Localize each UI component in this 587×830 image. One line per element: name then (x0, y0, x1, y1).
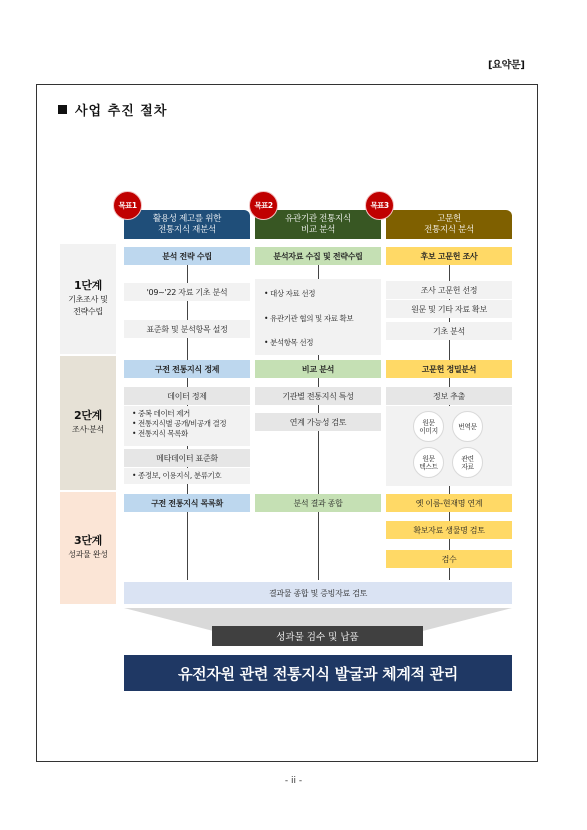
translation-circle (452, 411, 483, 442)
col2-stage1-head: 분석자료 수집 및 전략수립 (255, 247, 381, 265)
col1-metadata-standardization: 메타데이터 표준화 (124, 449, 250, 467)
related-material-circle (452, 447, 483, 478)
stage-1-label (60, 244, 116, 354)
source-image-circle (413, 411, 444, 442)
section-title (58, 100, 167, 119)
circle-line: 원문 (422, 454, 435, 463)
col2-item: 기관별 전통지식 특성 (255, 387, 381, 405)
list-item: • 종정보, 이용지식, 분류기호 (132, 471, 222, 480)
column-header-1 (124, 210, 250, 239)
stage-number: 1단계 (73, 279, 102, 292)
stage-description: 성과물 완성 (68, 550, 108, 559)
col3-item: 조사 고문헌 선정 (386, 281, 512, 299)
header-line: 유관기관 전통지식 (285, 213, 351, 224)
source-text-circle (413, 447, 444, 478)
final-goal-banner: 유전자원 관련 전통지식 발굴과 체계적 관리 (124, 655, 512, 691)
col3-circle-panel (386, 406, 512, 486)
header-line: 전통지식 재분석 (158, 224, 216, 235)
stage-2-label (60, 356, 116, 490)
section-title-text: 사업 추진 절차 (75, 104, 168, 119)
circle-line: 이미지 (419, 426, 438, 435)
circle-line: 원문 (422, 418, 435, 427)
col2-stage2-head: 비교 분석 (255, 360, 381, 378)
col3-item: 확보자료 생물명 검토 (386, 521, 512, 539)
col2-item: • 분석항목 선정 (262, 334, 380, 352)
header-line: 활용성 제고를 위한 (152, 213, 222, 224)
goal-badge-3: 목표3 (365, 191, 394, 220)
stage-number: 2단계 (73, 409, 102, 422)
col1-item: '09~'22 자료 기초 분석 (124, 283, 250, 301)
list-item: • 전통지식별 공개/비공개 결정 (132, 419, 227, 428)
header-line: 고문헌 (437, 213, 461, 224)
col1-metadata-list (124, 468, 250, 484)
col2-item: • 유관기관 협의 및 자료 확보 (262, 310, 380, 328)
stage-number: 3단계 (73, 534, 102, 547)
list-item: • 중복 데이터 제거 (132, 409, 190, 418)
col3-item: 기초 분석 (386, 322, 512, 340)
circle-line: 번역문 (458, 422, 477, 431)
col3-item: 검수 (386, 550, 512, 568)
col3-stage2-head: 고문헌 정밀분석 (386, 360, 512, 378)
stage-description: 기초조사 및 전략수립 (68, 295, 108, 316)
col3-stage1-head: 후보 고문헌 조사 (386, 247, 512, 265)
square-bullet-icon (58, 105, 67, 114)
circle-line: 텍스트 (419, 462, 438, 471)
col2-item: • 대상 자료 선정 (262, 285, 380, 303)
inspection-delivery-box: 성과물 검수 및 납품 (212, 626, 423, 646)
col1-stage2-head: 구전 전통지식 정제 (124, 360, 250, 378)
col1-stage3-head: 구전 전통지식 목록화 (124, 494, 250, 512)
stage-description: 조사·분석 (72, 425, 104, 434)
col1-item: 표준화 및 분석항목 설정 (124, 320, 250, 338)
col2-stage3-head: 분석 결과 종합 (255, 494, 381, 512)
col1-stage1-head: 분석 전략 수립 (124, 247, 250, 265)
column-header-3 (386, 210, 512, 239)
col2-item: 연계 가능성 검토 (255, 413, 381, 431)
page-number: - ii - (284, 776, 303, 786)
goal-badge-1: 목표1 (113, 191, 142, 220)
col3-item: 옛 이름-현재명 연계 (386, 494, 512, 512)
list-item: • 전통지식 목록화 (132, 429, 188, 438)
col1-cleaning-list (124, 406, 250, 446)
header-line: 비교 분석 (300, 224, 336, 235)
header-line: 전통지식 분석 (424, 224, 474, 235)
stage-3-label (60, 492, 116, 604)
summary-label: [요약문] (488, 60, 525, 71)
circle-line: 자료 (461, 462, 474, 471)
col1-data-cleaning: 데이터 정제 (124, 387, 250, 405)
review-box: 결과물 종합 및 증빙자료 검토 (124, 582, 512, 604)
circle-line: 관련 (461, 454, 474, 463)
col3-item: 원문 및 기타 자료 확보 (386, 300, 512, 318)
col3-info-extraction: 정보 추출 (386, 387, 512, 405)
goal-badge-2: 목표2 (249, 191, 278, 220)
